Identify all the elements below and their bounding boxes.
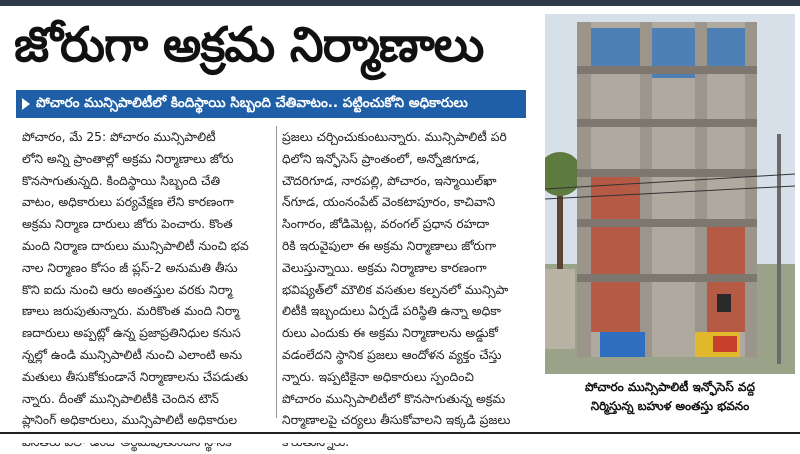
article-column-2 xyxy=(282,127,537,454)
brick-wall xyxy=(591,282,640,332)
body-line: మతులు తీసుకోకుండానే నిర్మాణాలను చేపడుతు xyxy=(22,369,249,384)
body-line: నాల నిర్మాణం కోసం జీ ప్లస్-2 అనుమతి తీసు xyxy=(22,260,238,275)
floor-slab xyxy=(577,274,757,282)
caption-line: నిర్మిస్తున్న బహుళ అంతస్తు భవనం xyxy=(590,399,750,413)
body-line: న్నల్లో ఉండి మున్సిపాలిటీ నుంచి ఎలాంటి అను xyxy=(22,347,243,362)
body-line: న్‌గూడ, యంనంపేట్ వెంకటాపూరం, కాచివాని xyxy=(282,195,496,210)
body-line: అక్రమ నిర్మాణ దారులు జోరు పెంచారు. కొంత xyxy=(22,217,233,232)
body-line: వడంలేదని స్థానిక ప్రజలు ఆందోళన వ్యక్తం చేస్తు xyxy=(282,347,502,362)
body-line: ధిలోని ఇన్ఫోసెస్ ప్రాంతంలో, అన్నోజిగూడ, xyxy=(282,151,480,166)
floor-slab xyxy=(577,66,757,74)
building-photo xyxy=(545,14,795,374)
window xyxy=(717,294,731,312)
body-line: వాటం, అధికారులు పర్యవేక్షణ లేని కారణంగా xyxy=(22,195,234,210)
body-line: ప్రజలు చర్చించుకుంటున్నారు. మున్సిపాలిటీ పరి xyxy=(282,130,507,144)
top-floor-glass xyxy=(591,28,640,66)
body-line: పోచారం, మే 25: పోచారం మున్సిపాలిటీ xyxy=(22,130,216,144)
body-line: న్నారు. ఇప్పటికైనా అధికారులు స్పందించి xyxy=(282,369,474,384)
red-banner xyxy=(713,336,737,352)
body-line: నిర్మాణాలపై చర్యలు తీసుకోవాలని ఇక్కడి ప్రజలు xyxy=(282,413,511,428)
article-column-1 xyxy=(22,127,277,454)
body-line: లోని అన్ని ప్రాంతాల్లో అక్రమ నిర్మాణాలు జోరు xyxy=(22,151,234,166)
body-line: కొనసాగుతున్నది. కిందిస్థాయి సిబ్బంది చేతి xyxy=(22,173,221,188)
body-line: కొని ఐదు నుంచి ఆరు అంతస్తుల వరకు నిర్మా xyxy=(22,282,233,297)
floor-slab xyxy=(577,119,757,127)
body-line: రులు ఎందుకు ఈ అక్రమ నిర్మాణాలను అడ్డుకో xyxy=(282,326,499,341)
photo-caption xyxy=(545,378,795,416)
body-line: మంది నిర్మాణ దారులు మున్సిపాలిటీ నుంచి భవ xyxy=(22,238,249,253)
floor-slab xyxy=(577,169,757,177)
utility-pole xyxy=(777,134,781,364)
building-illustration xyxy=(545,14,795,374)
body-line: చౌదరిగూడ, నారపల్లి, పోచారం, ఇస్మాయిల్‌ఖా xyxy=(282,173,497,188)
body-line: పోచారం మున్సిపాలిటీలో కొనసాగుతున్న అక్రమ xyxy=(282,391,506,406)
body-line: ణాలు జరుపుతున్నారు. మరికొంత మంది నిర్మా xyxy=(22,304,240,319)
arrow-icon xyxy=(22,98,30,110)
subheadline-bar xyxy=(16,90,526,118)
body-line: న్నారు. దీంతో మున్సిపాలిటీకి చెందిన టౌన్ xyxy=(22,391,219,406)
bottom-rule xyxy=(0,432,800,443)
floor-slab xyxy=(577,219,757,227)
side-structure xyxy=(545,269,575,349)
body-line: ణదారులు అప్పట్లో ఉన్న ప్రజాప్రతినిధుల కనుస xyxy=(22,326,241,341)
top-floor-glass xyxy=(707,28,745,66)
brick-wall xyxy=(707,227,745,274)
top-rule xyxy=(0,0,800,6)
body-line: ప్లానింగ్ అధికారులు, మున్సిపాలిటీ అధికారుల xyxy=(22,413,238,428)
brick-wall xyxy=(591,227,640,274)
headline: జోరుగా అక్రమ నిర్మాణాలు xyxy=(14,17,484,73)
blue-tarp xyxy=(600,332,645,357)
subheadline: పోచారం మున్సిపాలిటీలో కిందిస్థాయి సిబ్బంది చేతివాటం.. పట్టించుకోని అధికారులు xyxy=(36,94,468,111)
body-line: వెలుస్తున్నాయి. అక్రమ నిర్మాణాల కారణంగా xyxy=(282,260,487,275)
body-line: లిటీకి ఇబ్బందులు ఏర్పడే పరిస్థితి ఉన్నా అధికా xyxy=(282,304,501,319)
caption-line: పోచారం మున్సిపాలిటీ ఇన్ఫోసెస్ వద్ద xyxy=(585,380,755,394)
body-line: రికి ఇరువైపులా ఈ అక్రమ నిర్మాణాలు జోరుగా xyxy=(282,238,497,253)
body-line: సింగారం, జోడిమెట్ల, వరంగల్ ప్రధాన రహదా xyxy=(282,217,490,232)
column-divider xyxy=(276,126,277,418)
body-line: భవిష్యత్‌లో మౌలిక వసతుల కల్పనలో మున్సిపా xyxy=(282,282,509,297)
